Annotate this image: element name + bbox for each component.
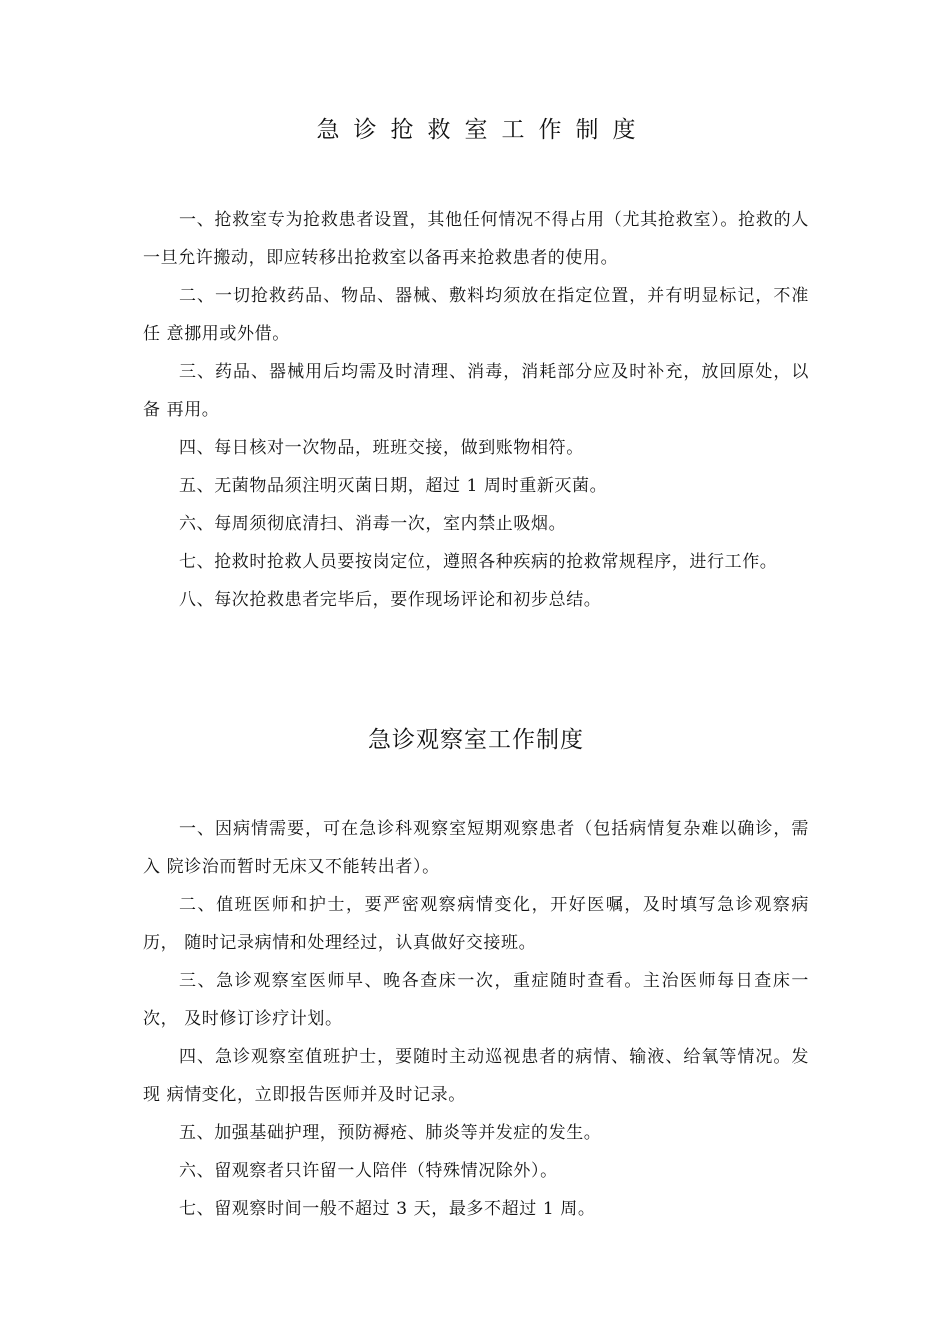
rule-item: 三、药品、器械用后均需及时清理、消毒，消耗部分应及时补充，放回原处，以备 再用。 bbox=[143, 362, 809, 420]
rules-list bbox=[143, 201, 809, 619]
rule-item: 四、每日核对一次物品，班班交接，做到账物相符。 bbox=[179, 438, 584, 458]
rule-item: 四、急诊观察室值班护士，要随时主动巡视患者的病情、输液、给氧等情况。发现 病情变化，立即报告医师并及时记录。 bbox=[143, 1047, 809, 1105]
emergency-observation-room-section bbox=[143, 722, 809, 1228]
rules-list bbox=[143, 810, 809, 1228]
rule-item: 七、留观察时间一般不超过 3 天，最多不超过 1 周。 bbox=[179, 1199, 596, 1219]
rule-item: 一、抢救室专为抢救患者设置，其他任何情况不得占用（尤其抢救室）。抢救的人 一旦允许搬动，即应转移出抢救室以备再来抢救患者的使用。 bbox=[143, 210, 809, 268]
section-title: 急诊观察室工作制度 bbox=[368, 727, 584, 753]
rule-item: 五、无菌物品须注明灭菌日期，超过 1 周时重新灭菌。 bbox=[179, 476, 608, 496]
section-title: 急诊抢救室工作制度 bbox=[316, 117, 650, 143]
rule-item: 七、抢救时抢救人员要按岗定位，遵照各种疾病的抢救常规程序，进行工作。 bbox=[179, 552, 778, 572]
rule-item: 一、因病情需要，可在急诊科观察室短期观察患者（包括病情复杂难以确诊，需入 院诊治而暂时无床又不能转出者）。 bbox=[143, 819, 809, 877]
rule-item: 三、急诊观察室医师早、晚各查床一次，重症随时查看。主治医师每日查床一次， 及时修订诊疗计划。 bbox=[143, 971, 809, 1029]
rule-item: 八、每次抢救患者完毕后，要作现场评论和初步总结。 bbox=[179, 590, 602, 610]
emergency-resuscitation-room-section bbox=[143, 112, 809, 619]
rule-item: 六、每周须彻底清扫、消毒一次，室内禁止吸烟。 bbox=[179, 514, 567, 534]
rule-item: 二、值班医师和护士，要严密观察病情变化，开好医嘱，及时填写急诊观察病历， 随时记录病情和处理经过，认真做好交接班。 bbox=[143, 895, 809, 953]
rule-item: 二、一切抢救药品、物品、器械、敷料均须放在指定位置，并有明显标记，不准任 意挪用或外借。 bbox=[143, 286, 809, 344]
rule-item: 五、加强基础护理，预防褥疮、肺炎等并发症的发生。 bbox=[179, 1123, 602, 1143]
rule-item: 六、留观察者只许留一人陪伴（特殊情况除外）。 bbox=[179, 1161, 558, 1181]
